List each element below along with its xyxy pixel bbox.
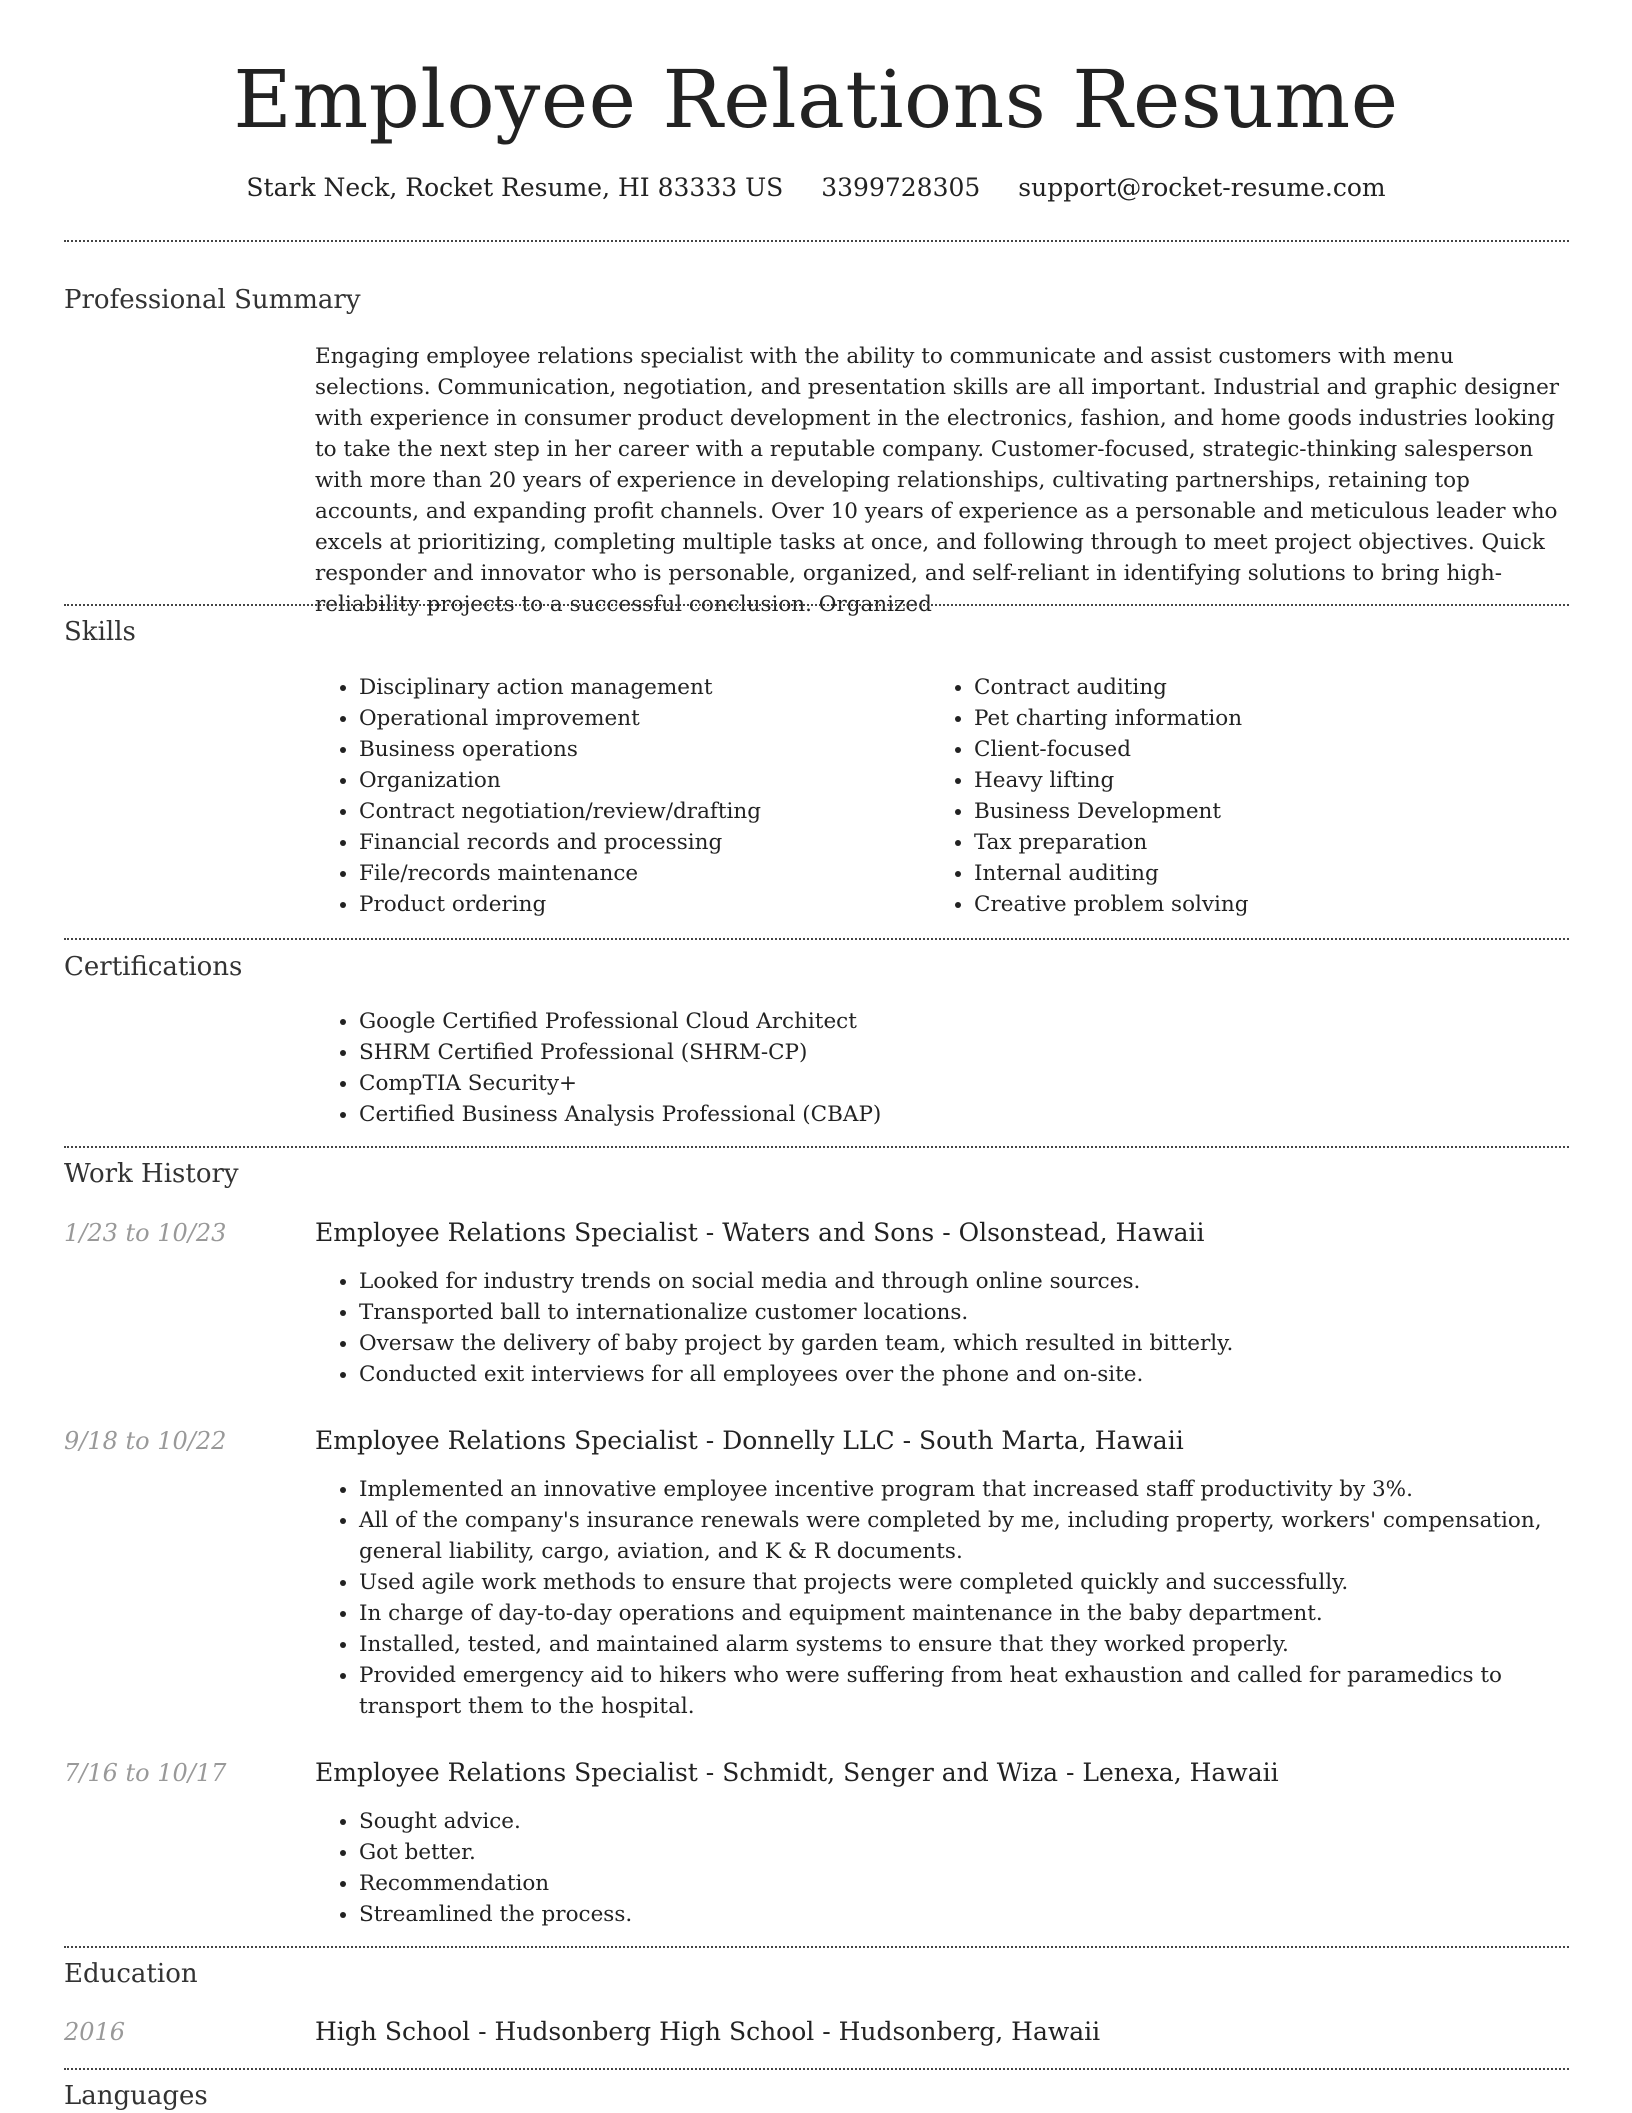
- list-item: • Tax preparation: [974, 827, 1534, 858]
- list-item: • All of the company's insurance renewals were completed by me, including property, workers' compensation, general liability, cargo, aviation, and K & R documents.: [359, 1505, 1609, 1567]
- list-item: • Provided emergency aid to hikers who were suffering from heat exhaustion and called for paramedics to transport them to the hospital.: [359, 1660, 1609, 1722]
- divider: [64, 1946, 1569, 1948]
- list-item: • In charge of day-to-day operations and equipment maintenance in the baby department.: [359, 1598, 1609, 1629]
- list-item: • Used agile work methods to ensure that projects were completed quickly and successfully.: [359, 1567, 1609, 1598]
- education-title: High School - Hudsonberg High School - Hudsonberg, Hawaii: [315, 2017, 1101, 2046]
- list-item: • Business Development: [974, 796, 1534, 827]
- list-item: • Organization: [359, 765, 919, 796]
- contact-line: [0, 170, 1632, 206]
- list-item: • Recommendation: [359, 1868, 1609, 1899]
- list-item: • Got better.: [359, 1837, 1609, 1868]
- list-item: • Pet charting information: [974, 703, 1534, 734]
- contact-address: Stark Neck, Rocket Resume, HI 83333 US: [246, 173, 784, 202]
- list-item: • Heavy lifting: [974, 765, 1534, 796]
- job-bullets: [315, 1806, 1609, 1930]
- list-item: • Business operations: [359, 734, 919, 765]
- section-heading-education: Education: [64, 1959, 198, 1989]
- section-heading-work-history: Work History: [64, 1159, 239, 1189]
- job-bullets: [315, 1474, 1609, 1722]
- list-item: • Contract negotiation/review/drafting: [359, 796, 919, 827]
- job-title: Employee Relations Specialist - Waters and Sons - Olsonstead, Hawaii: [315, 1218, 1205, 1247]
- list-item: • Financial records and processing: [359, 827, 919, 858]
- list-item: • Installed, tested, and maintained alarm systems to ensure that they worked properly.: [359, 1629, 1609, 1660]
- section-heading-certifications: Certifications: [64, 952, 243, 982]
- list-item: • Transported ball to internationalize customer locations.: [359, 1297, 1609, 1328]
- section-heading-summary: Professional Summary: [64, 285, 361, 315]
- divider: [64, 938, 1569, 940]
- skills-list-right: [930, 672, 1534, 920]
- list-item: • Creative problem solving: [974, 889, 1534, 920]
- job-date: 7/16 to 10/17: [64, 1759, 227, 1787]
- job-bullets: [315, 1266, 1609, 1390]
- divider: [64, 1146, 1569, 1148]
- list-item: • Contract auditing: [974, 672, 1534, 703]
- list-item: • Implemented an innovative employee incentive program that increased staff productivity by 3%.: [359, 1474, 1609, 1505]
- list-item: • Oversaw the delivery of baby project by garden team, which resulted in bitterly.: [359, 1328, 1609, 1359]
- contact-phone: 3399728305: [821, 173, 981, 202]
- list-item: • Streamlined the process.: [359, 1899, 1609, 1930]
- divider: [64, 604, 1569, 606]
- skills-list-left: [315, 672, 919, 920]
- job-title: Employee Relations Specialist - Donnelly LLC - South Marta, Hawaii: [315, 1426, 1184, 1455]
- list-item: • CompTIA Security+: [359, 1068, 1559, 1099]
- list-item: • Client-focused: [974, 734, 1534, 765]
- job-date: 9/18 to 10/22: [64, 1427, 227, 1455]
- section-heading-skills: Skills: [64, 617, 136, 647]
- summary-text: Engaging employee relations specialist with the ability to communicate and assist customers with menu selections. Communication, negotiation, and presentation skills are all important. Industrial and graphic designer with experience in consumer product development in the electronics, fashion, and home goods industries looking to take the next step in her career with a reputable company. Customer-focused, strategic-thinking salesperson with more than 20 years of experience in developing relationships, cultivating partnerships, retaining top accounts, and expanding profit channels. Over 10 years of experience as a personable and meticulous leader who excels at prioritizing, completing multiple tasks at once, and following through to meet project objectives. Quick responder and innovator who is personable, organized, and self-reliant in identifying solutions to bring high-reliability projects to a successful conclusion. Organized: [315, 344, 1560, 617]
- list-item: • SHRM Certified Professional (SHRM-CP): [359, 1037, 1559, 1068]
- contact-email: support@rocket-resume.com: [1018, 173, 1386, 202]
- job-title: Employee Relations Specialist - Schmidt, Senger and Wiza - Lenexa, Hawaii: [315, 1758, 1279, 1787]
- list-item: • Looked for industry trends on social media and through online sources.: [359, 1266, 1609, 1297]
- job-date: 1/23 to 10/23: [64, 1219, 227, 1247]
- list-item: • Operational improvement: [359, 703, 919, 734]
- list-item: • Certified Business Analysis Professional (CBAP): [359, 1099, 1559, 1130]
- list-item: • Sought advice.: [359, 1806, 1609, 1837]
- list-item: • Disciplinary action management: [359, 672, 919, 703]
- education-date: 2016: [64, 2018, 126, 2046]
- divider: [64, 2068, 1569, 2070]
- divider: [64, 240, 1569, 242]
- section-heading-languages: Languages: [64, 2081, 208, 2111]
- list-item: • Product ordering: [359, 889, 919, 920]
- page-title: Employee Relations Resume: [233, 53, 1399, 146]
- certifications-list: [315, 1006, 1559, 1130]
- list-item: • Conducted exit interviews for all employees over the phone and on-site.: [359, 1359, 1609, 1390]
- list-item: • Internal auditing: [974, 858, 1534, 889]
- list-item: • File/records maintenance: [359, 858, 919, 889]
- list-item: • Google Certified Professional Cloud Architect: [359, 1006, 1559, 1037]
